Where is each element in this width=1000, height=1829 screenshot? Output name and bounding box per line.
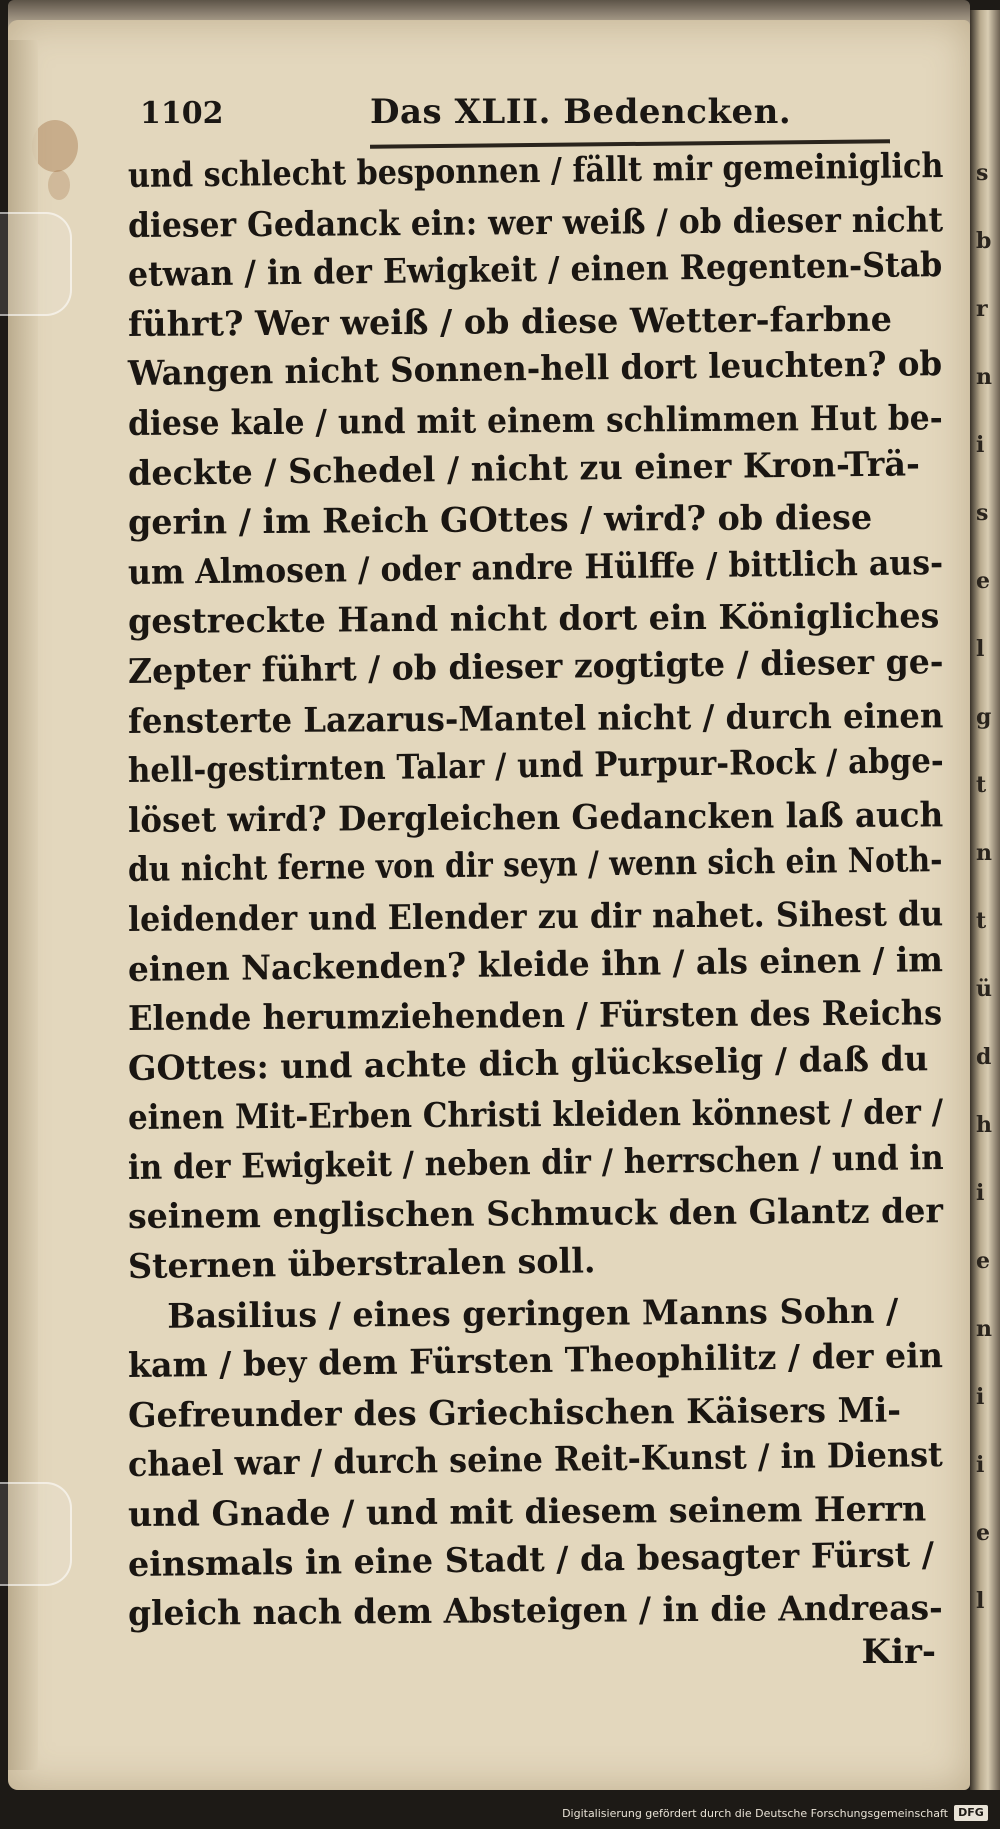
text-line: du nicht ferne von dir seyn / wenn sich ein Noth- bbox=[127, 840, 943, 891]
text-line: etwan / in der Ewigkeit / einen Regenten-Stab bbox=[127, 245, 943, 296]
text-line: gleich nach dem Absteigen / in die Andreas- bbox=[127, 1588, 943, 1635]
page-number: 1102 bbox=[140, 96, 224, 131]
page-header bbox=[140, 92, 960, 148]
text-line: Wangen nicht Sonnen-hell dort leuchten? ob bbox=[127, 344, 943, 395]
text-line: einen Nackenden? kleide ihn / als einen / im bbox=[127, 939, 944, 990]
facing-page-letter: r bbox=[976, 296, 988, 322]
facing-page-letter: n bbox=[976, 1316, 992, 1342]
facing-page-letter: i bbox=[976, 1180, 985, 1206]
facing-page-letter: s bbox=[976, 160, 989, 186]
page-clip-lower bbox=[0, 1482, 72, 1586]
facing-page-letter: i bbox=[976, 1452, 985, 1478]
facing-page-edge bbox=[970, 10, 1000, 1790]
text-line: und Gnade / und mit diesem seinem Herrn bbox=[127, 1489, 927, 1536]
text-line: GOttes: und achte dich glückselig / daß du bbox=[127, 1038, 929, 1089]
text-line: einsmals in eine Stadt / da besagter Fürst / bbox=[127, 1534, 935, 1585]
facing-page-letter: i bbox=[976, 432, 985, 458]
facing-page-letter: t bbox=[976, 772, 987, 798]
ink-stain bbox=[32, 120, 78, 172]
facing-page-letter: b bbox=[976, 228, 992, 254]
facing-page-letter: i bbox=[976, 1384, 985, 1410]
text-line: chael war / durch seine Reit-Kunst / in Dienst bbox=[127, 1435, 943, 1486]
text-line: fensterte Lazarus-Mantel nicht / durch einen bbox=[127, 695, 944, 742]
facing-page-letter: t bbox=[976, 908, 987, 934]
text-line: in der Ewigkeit / neben dir / herrschen / und in bbox=[127, 1137, 944, 1188]
facing-page-letter: e bbox=[976, 1248, 990, 1274]
text-line: löset wird? Dergleichen Gedancken laß auch bbox=[127, 795, 944, 841]
facing-page-letter: n bbox=[976, 840, 992, 866]
catchword: Kir- bbox=[861, 1632, 936, 1672]
facing-page-letter: n bbox=[976, 364, 992, 390]
footer-credit: Digitalisierung gefördert durch die Deutsche Forschungsgemeinschaft bbox=[562, 1807, 948, 1820]
text-line: kam / bey dem Fürsten Theophilitz / der ein bbox=[127, 1336, 944, 1387]
body-text bbox=[127, 146, 958, 1640]
text-line: diese kale / und mit einem schlimmen Hut be- bbox=[127, 398, 943, 444]
text-line: einen Mit-Erben Christi kleiden könnest / der / bbox=[127, 1092, 944, 1139]
text-line: um Almosen / oder andre Hülffe / bittlich aus- bbox=[127, 542, 944, 593]
text-line: deckte / Schedel / nicht zu einer Kron-Trä- bbox=[127, 443, 921, 494]
text-line: Elende herumziehenden / Fürsten des Reichs bbox=[127, 993, 943, 1040]
facing-page-letter: h bbox=[976, 1112, 992, 1138]
text-line: Sternen überstralen soll. bbox=[127, 1241, 596, 1288]
facing-page-letter: e bbox=[976, 568, 990, 594]
text-line: gerin / im Reich GOttes / wird? ob diese bbox=[127, 497, 873, 544]
ink-stain bbox=[48, 170, 70, 200]
text-line: hell-gestirnten Talar / und Purpur-Rock / abge- bbox=[127, 741, 944, 792]
facing-page-letter: s bbox=[976, 500, 989, 526]
text-line: Basilius / eines geringen Manns Sohn / bbox=[167, 1291, 899, 1337]
running-title: Das XLII. Bedencken. bbox=[370, 92, 792, 132]
facing-page-letter: l bbox=[976, 636, 985, 662]
facing-page-letter: d bbox=[976, 1044, 992, 1070]
dfg-logo: DFG bbox=[954, 1805, 988, 1821]
facing-page-letter: g bbox=[976, 704, 992, 730]
text-line: und schlecht besponnen / fällt mir gemeiniglich bbox=[127, 146, 944, 196]
text-line: Gefreunder des Griechischen Käisers Mi- bbox=[127, 1390, 902, 1436]
text-line: Zepter führt / ob dieser zogtigte / dieser ge- bbox=[127, 641, 944, 692]
text-line: führt? Wer weiß / ob diese Wetter-farbne bbox=[127, 299, 893, 345]
text-line: dieser Gedanck ein: wer weiß / ob dieser nicht bbox=[127, 199, 944, 246]
facing-page-letter: l bbox=[976, 1588, 985, 1614]
footer-bar bbox=[0, 1798, 1000, 1829]
page-clip-upper bbox=[0, 212, 72, 316]
text-line: gestreckte Hand nicht dort ein Königliches bbox=[127, 596, 940, 643]
text-line: seinem englischen Schmuck den Glantz der bbox=[127, 1191, 944, 1238]
facing-page-letter: e bbox=[976, 1520, 990, 1546]
text-line: leidender und Elender zu dir nahet. Sihest du bbox=[127, 894, 944, 940]
facing-page-letter: ü bbox=[976, 976, 992, 1002]
